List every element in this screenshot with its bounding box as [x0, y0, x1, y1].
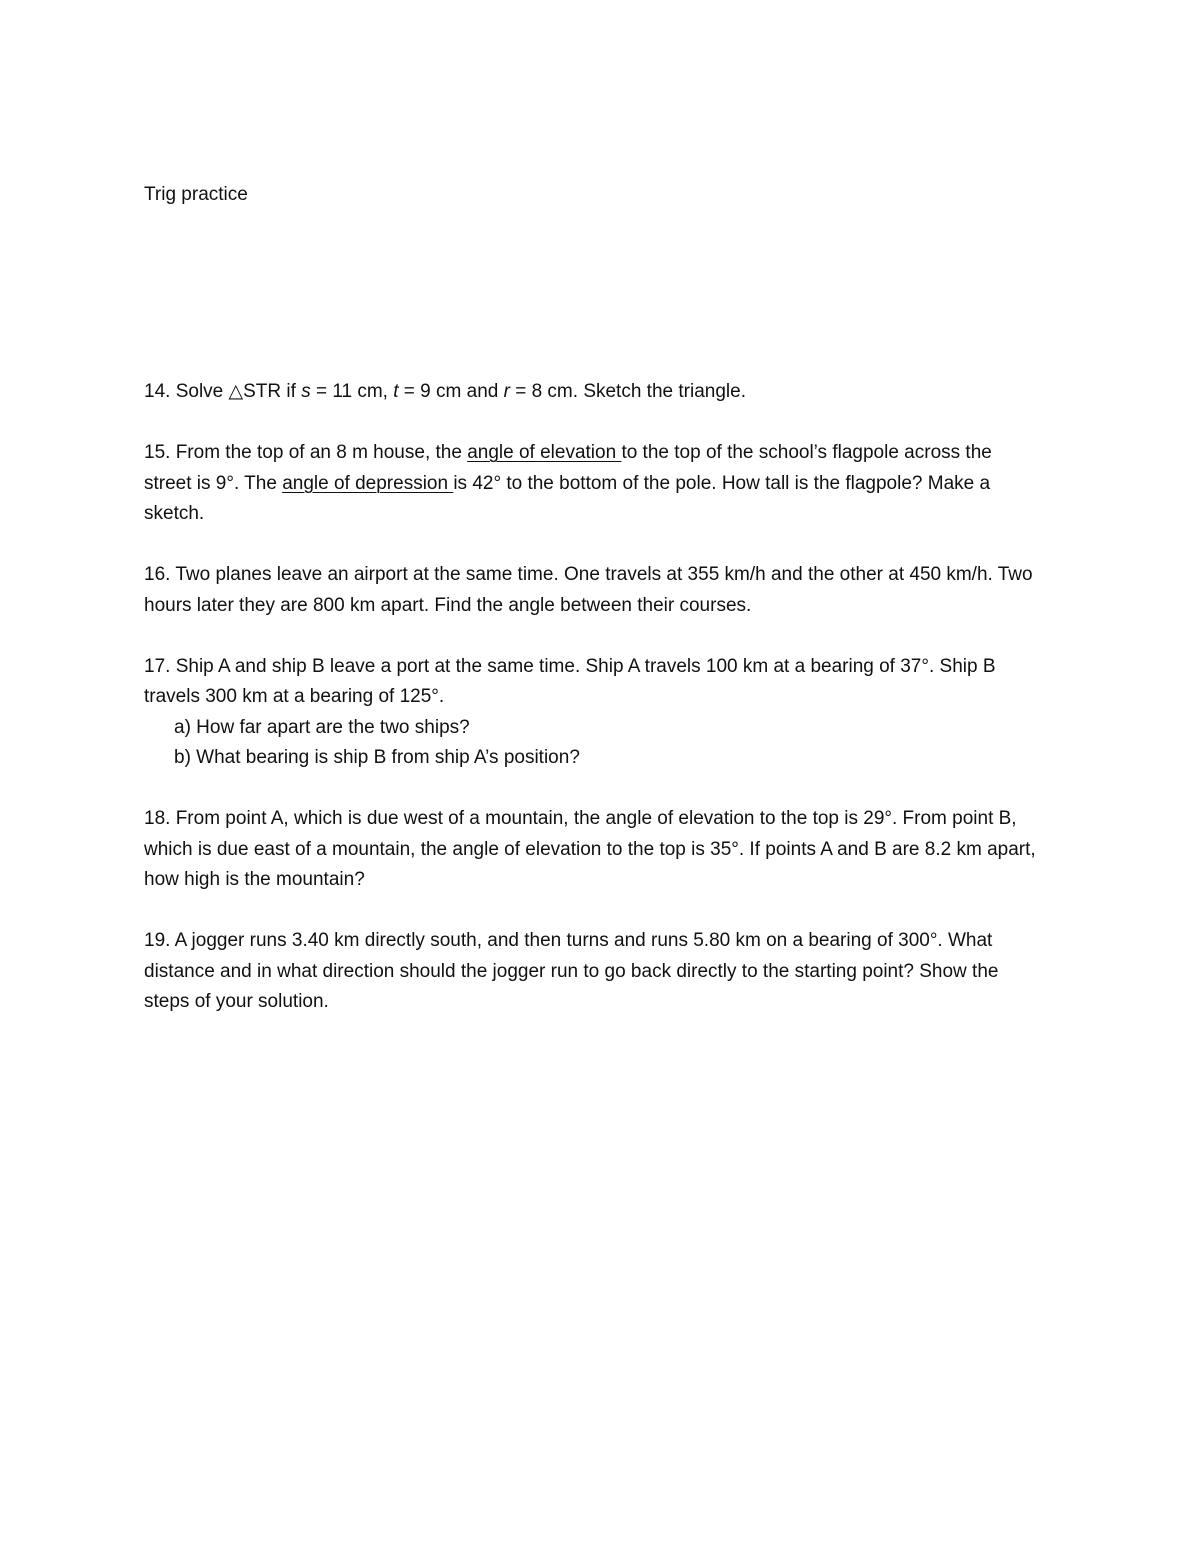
problem-16-text	[144, 560, 1044, 621]
problem-number: 19.	[144, 930, 171, 951]
problem-text: = 9 cm and	[398, 381, 504, 402]
problem-19	[144, 926, 1044, 1018]
problem-text: A jogger runs 3.40 km directly south, and then turns and runs 5.80 km on a bearing of 300°. What distance and in what direction should the jogger run to go back directly to the starting point? Show the steps of your solution.	[144, 930, 999, 1012]
problem-16	[144, 560, 1044, 621]
problem-number: 14.	[144, 381, 171, 402]
problem-19-text	[144, 926, 1044, 1018]
problem-text: Ship A and ship B leave a port at the same time. Ship A travels 100 km at a bearing of 37°. Ship B travels 300 km at a bearing of 125°.	[144, 655, 996, 707]
term-angle-of-depression: angle of depression	[282, 472, 454, 494]
problem-15-text	[144, 438, 1044, 530]
problem-17-part-b: b) What bearing is ship B from ship A’s position?	[174, 747, 580, 768]
problem-text: From point A, which is due west of a mountain, the angle of elevation to the top is 29°. From point B, which is due east of a mountain, the angle of elevation to the top is 35°. If points A and B are 8.2 km apart, how high is the mountain?	[144, 808, 1036, 890]
problem-14	[144, 377, 1044, 408]
problem-number: 17.	[144, 655, 171, 677]
problem-number: 16.	[144, 564, 171, 585]
problem-14-text	[144, 377, 1044, 408]
problem-list	[144, 377, 1044, 1048]
term-angle-of-elevation: angle of elevation	[467, 442, 622, 463]
problem-text: is 42° to the bottom of the pole. How tall is the flagpole? Make a sketch.	[144, 472, 991, 524]
problem-17-text	[144, 652, 1044, 713]
variable-r: r	[503, 381, 510, 402]
problem-number: 18.	[144, 808, 171, 829]
problem-text: to the top of the school’s flagpole across the street is 9°. The	[144, 442, 992, 494]
document-title: Trig practice	[144, 184, 248, 205]
problem-18	[144, 804, 1044, 896]
problem-17	[144, 652, 1044, 774]
problem-17-part-a: a) How far apart are the two ships?	[174, 716, 470, 738]
problem-number: 15.	[144, 442, 171, 463]
problem-text: Two planes leave an airport at the same time. One travels at 355 km/h and the other at 450 km/h. Two hours later they are 800 km apart. Find the angle between their courses.	[144, 564, 1033, 616]
problem-15	[144, 438, 1044, 530]
problem-text: From the top of an 8 m house, the	[170, 442, 468, 463]
problem-text: = 11 cm,	[310, 381, 394, 402]
variable-s: s	[301, 381, 311, 402]
problem-text: = 8 cm. Sketch the triangle.	[509, 381, 746, 402]
problem-text: Solve △STR if	[170, 381, 302, 402]
problem-18-text	[144, 804, 1044, 896]
variable-t: t	[393, 381, 399, 402]
